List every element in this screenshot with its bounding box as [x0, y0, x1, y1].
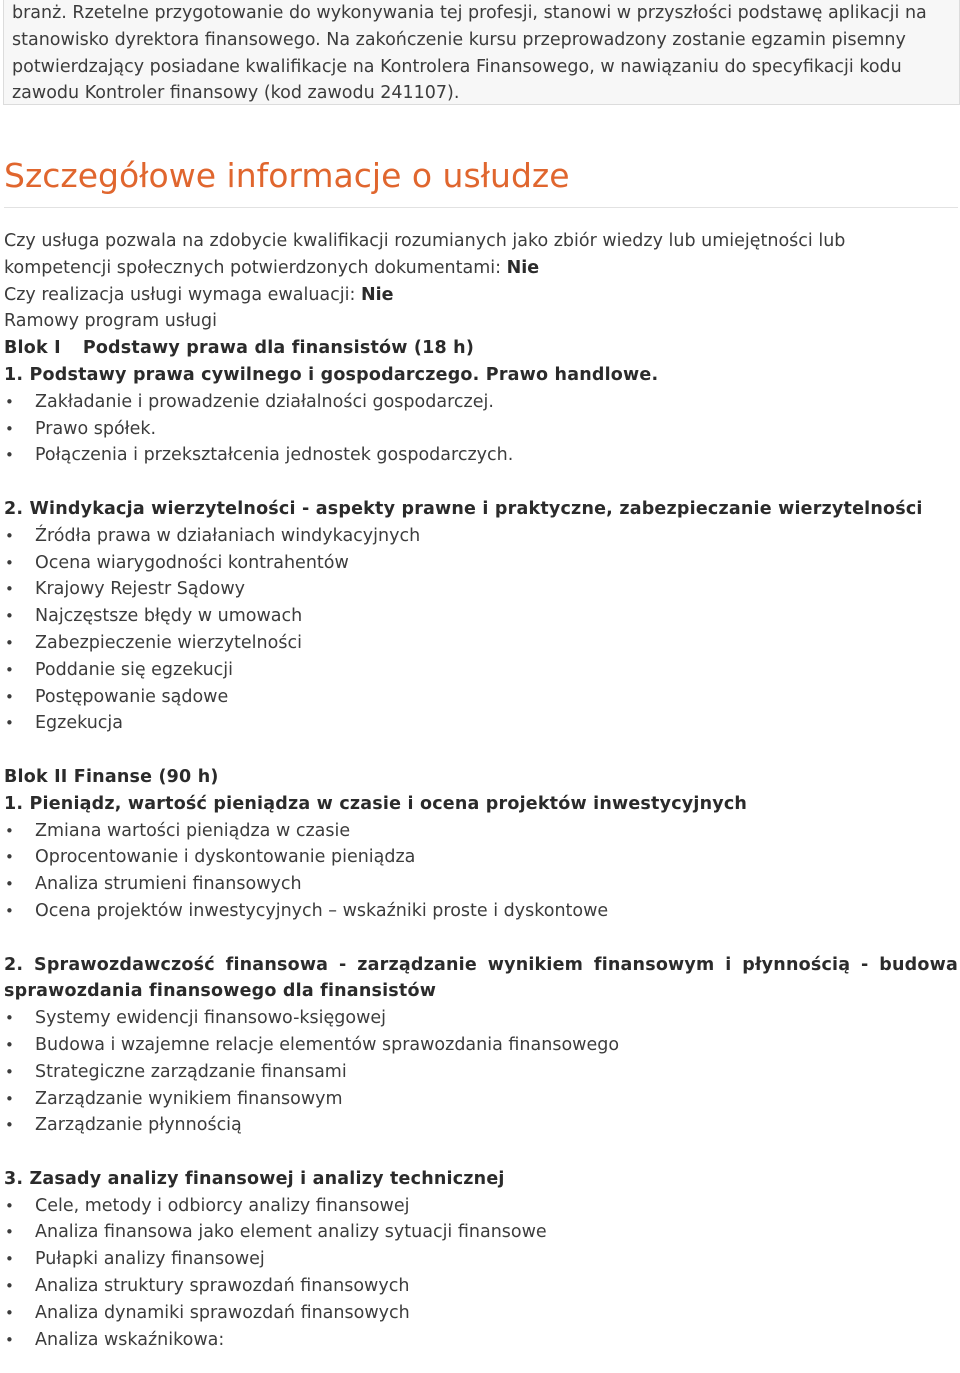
divider: [4, 207, 958, 208]
blok1-title: [4, 335, 958, 362]
bullet-icon: •: [5, 1303, 14, 1322]
blok2-section1-title: 1. Pieniądz, wartość pieniądza w czasie i ocena projektów inwestycyjnych: [4, 793, 748, 814]
blok1-section2-list: [4, 523, 958, 737]
bullet-icon: •: [5, 714, 14, 733]
list-item: • Strategiczne zarządzanie finansami: [4, 1059, 958, 1086]
bullet-icon: •: [5, 1009, 14, 1028]
blok2-section3-title: 3. Zasady analizy finansowej i analizy technicznej: [4, 1168, 505, 1189]
bullet-icon: •: [5, 660, 14, 679]
blok1-name: Podstawy prawa dla finansistów (18 h): [82, 338, 475, 359]
bullet-icon: •: [5, 875, 14, 894]
blok1-section2-title: 2. Windykacja wierzytelności - aspekty prawne i praktyczne, zabezpieczanie wierzytelności: [4, 498, 923, 519]
bullet-icon: •: [5, 1250, 14, 1269]
blok2-section2-title: 2. Sprawozdawczość finansowa - zarządzanie wynikiem finansowym i płynnością - budowa sprawozdania finansowego dla finansistów: [4, 954, 958, 1002]
list-item: • Pułapki analizy finansowej: [4, 1246, 958, 1273]
qualification-question: [4, 228, 958, 282]
evaluation-label: Czy realizacja usługi wymaga ewaluacji:: [4, 284, 361, 305]
blok1-label: Blok I: [4, 338, 61, 359]
blok1-section1-title: 1. Podstawy prawa cywilnego i gospodarczego. Prawo handlowe.: [4, 364, 659, 385]
bullet-icon: •: [5, 821, 14, 840]
list-item: • Zarządzanie wynikiem finansowym: [4, 1086, 958, 1113]
bullet-icon: •: [5, 446, 14, 465]
blok2-section2-list: [4, 1005, 958, 1139]
list-item: • Poddanie się egzekucji: [4, 657, 958, 684]
list-item: • Analiza dynamiki sprawozdań finansowych: [4, 1300, 958, 1327]
list-item: • Połączenia i przekształcenia jednostek gospodarczych.: [4, 442, 958, 469]
bullet-icon: •: [5, 1035, 14, 1054]
list-item: • Analiza struktury sprawozdań finansowych: [4, 1273, 958, 1300]
list-item: • Ocena projektów inwestycyjnych – wskaźniki proste i dyskontowe: [4, 898, 958, 925]
list-item: • Zarządzanie płynnością: [4, 1112, 958, 1139]
bullet-icon: •: [5, 848, 14, 867]
bullet-icon: •: [5, 1116, 14, 1135]
list-item: • Prawo spółek.: [4, 416, 958, 443]
program-label: Ramowy program usługi: [4, 311, 217, 332]
bullet-icon: •: [5, 1062, 14, 1081]
list-item: • Ocena wiarygodności kontrahentów: [4, 550, 958, 577]
blok2-section1-list: [4, 818, 958, 925]
details-content: [4, 228, 958, 1353]
bullet-icon: •: [5, 419, 14, 438]
blok2-title: Blok II Finanse (90 h): [4, 766, 219, 787]
bullet-icon: •: [5, 1089, 14, 1108]
list-item: • Analiza strumieni finansowych: [4, 871, 958, 898]
list-item: • Postępowanie sądowe: [4, 684, 958, 711]
bullet-icon: •: [5, 687, 14, 706]
blok1-section1-list: [4, 389, 958, 469]
bullet-icon: •: [5, 1330, 14, 1349]
bullet-icon: •: [5, 526, 14, 545]
list-item: • Analiza wskaźnikowa:: [4, 1327, 958, 1354]
bullet-icon: •: [5, 1223, 14, 1242]
bullet-icon: •: [5, 392, 14, 411]
list-item: • Oprocentowanie i dyskontowanie pieniądza: [4, 844, 958, 871]
intro-box: [3, 0, 960, 105]
bullet-icon: •: [5, 553, 14, 572]
intro-text: branż. Rzetelne przygotowanie do wykonywania tej profesji, stanowi w przyszłości podstawę aplikacji na stanowisko dyrektora finansowego. Na zakończenie kursu przeprowadzony zostanie egzamin pisemny potwierdzający posiadane kwalifikacje na Kontrolera Finansowego, w nawiązaniu do specyfikacji kodu zawodu Kontroler finansowy (kod zawodu 241107).: [12, 3, 927, 104]
bullet-icon: •: [5, 633, 14, 652]
list-item: • Najczęstsze błędy w umowach: [4, 603, 958, 630]
section-heading: Szczegółowe informacje o usłudze: [4, 156, 570, 195]
blok2-section3-list: [4, 1193, 958, 1354]
bullet-icon: •: [5, 1196, 14, 1215]
list-item: • Krajowy Rejestr Sądowy: [4, 576, 958, 603]
list-item: • Cele, metody i odbiorcy analizy finansowej: [4, 1193, 958, 1220]
bullet-icon: •: [5, 901, 14, 920]
list-item: • Zabezpieczenie wierzytelności: [4, 630, 958, 657]
list-item: • Analiza finansowa jako element analizy sytuacji finansowe: [4, 1219, 958, 1246]
evaluation-value: Nie: [360, 284, 394, 305]
bullet-icon: •: [5, 580, 14, 599]
list-item: • Budowa i wzajemne relacje elementów sprawozdania finansowego: [4, 1032, 958, 1059]
list-item: • Zakładanie i prowadzenie działalności gospodarczej.: [4, 389, 958, 416]
list-item: • Systemy ewidencji finansowo-księgowej: [4, 1005, 958, 1032]
list-item: • Egzekucja: [4, 710, 958, 737]
bullet-icon: •: [5, 607, 14, 626]
qualification-value: Nie: [506, 257, 540, 278]
list-item: • Zmiana wartości pieniądza w czasie: [4, 818, 958, 845]
list-item: • Źródła prawa w działaniach windykacyjnych: [4, 523, 958, 550]
evaluation-question: [4, 282, 958, 309]
qualification-label: Czy usługa pozwala na zdobycie kwalifikacji rozumianych jako zbiór wiedzy lub umiejętności lub kompetencji społecznych potwierdzonych dokumentami:: [4, 231, 846, 278]
bullet-icon: •: [5, 1277, 14, 1296]
